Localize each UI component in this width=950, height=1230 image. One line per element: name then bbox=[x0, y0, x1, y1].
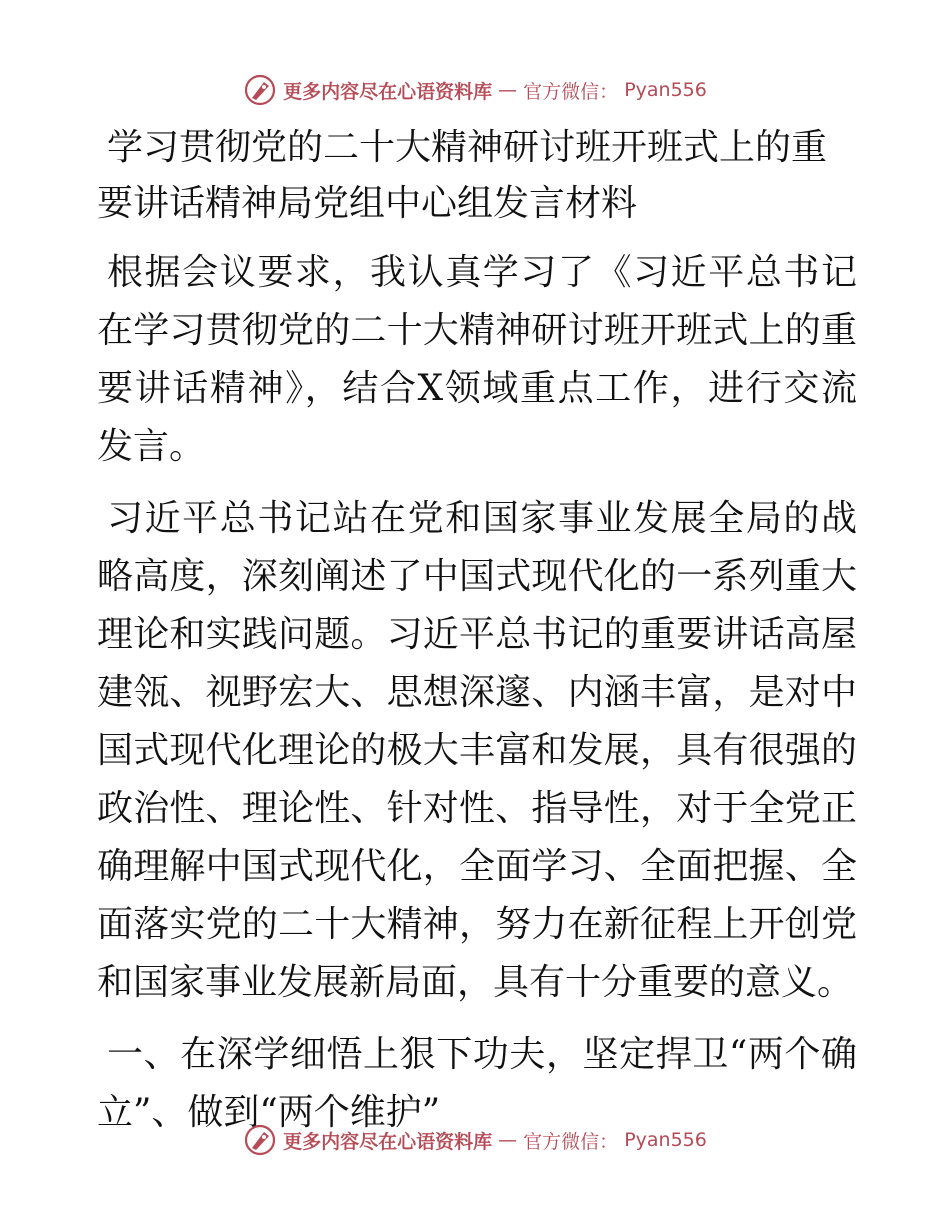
header-watermark bbox=[0, 70, 950, 110]
section-heading-one: 一、在深学细悟上狠下功夫，坚定捍卫“两个确立”、做到“两个维护” bbox=[97, 1034, 857, 1133]
watermark-wechat-label: 官方微信： bbox=[523, 80, 619, 103]
watermark-wechat-id: Pyan556 bbox=[624, 79, 707, 101]
paragraph-significance: 习近平总书记站在党和国家事业发展全局的战略高度，深刻阐述了中国式现代化的一系列重大理论和实践问题。习近平总书记的重要讲话高屋建瓴、视野宏大、思想深邃、内涵丰富，是对中国式现代化理论的极大丰富和发展，具有很强的政治性、理论性、针对性、指导性，对于全党正确理解中国式现代化，全面学习、全面把握、全面落实党的二十大精神，努力在新征程上开创党和国家事业发展新局面，具有十分重要的意义。 bbox=[97, 498, 857, 1003]
watermark-text: 更多内容尽在心语资料库 bbox=[283, 80, 493, 103]
pen-nib-logo-icon bbox=[243, 73, 277, 107]
document-title: 学习贯彻党的二十大精神研讨班开班式上的重要讲话精神局党组中心组发言材料 bbox=[97, 127, 828, 224]
document-body bbox=[97, 120, 857, 1156]
paragraph-intro: 根据会议要求，我认真学习了《习近平总书记在学习贯彻党的二十大精神研讨班开班式上的重要讲话精神》，结合X领域重点工作，进行交流发言。 bbox=[97, 252, 857, 467]
watermark-separator: — bbox=[498, 79, 518, 101]
watermark-text: 更多内容尽在心语资料库 bbox=[283, 1130, 493, 1153]
watermark-wechat-id: Pyan556 bbox=[624, 1129, 707, 1151]
pen-nib-logo-icon bbox=[243, 1123, 277, 1157]
watermark-wechat-label: 官方微信： bbox=[523, 1130, 619, 1153]
watermark-separator: — bbox=[498, 1129, 518, 1151]
footer-watermark bbox=[0, 1120, 950, 1160]
